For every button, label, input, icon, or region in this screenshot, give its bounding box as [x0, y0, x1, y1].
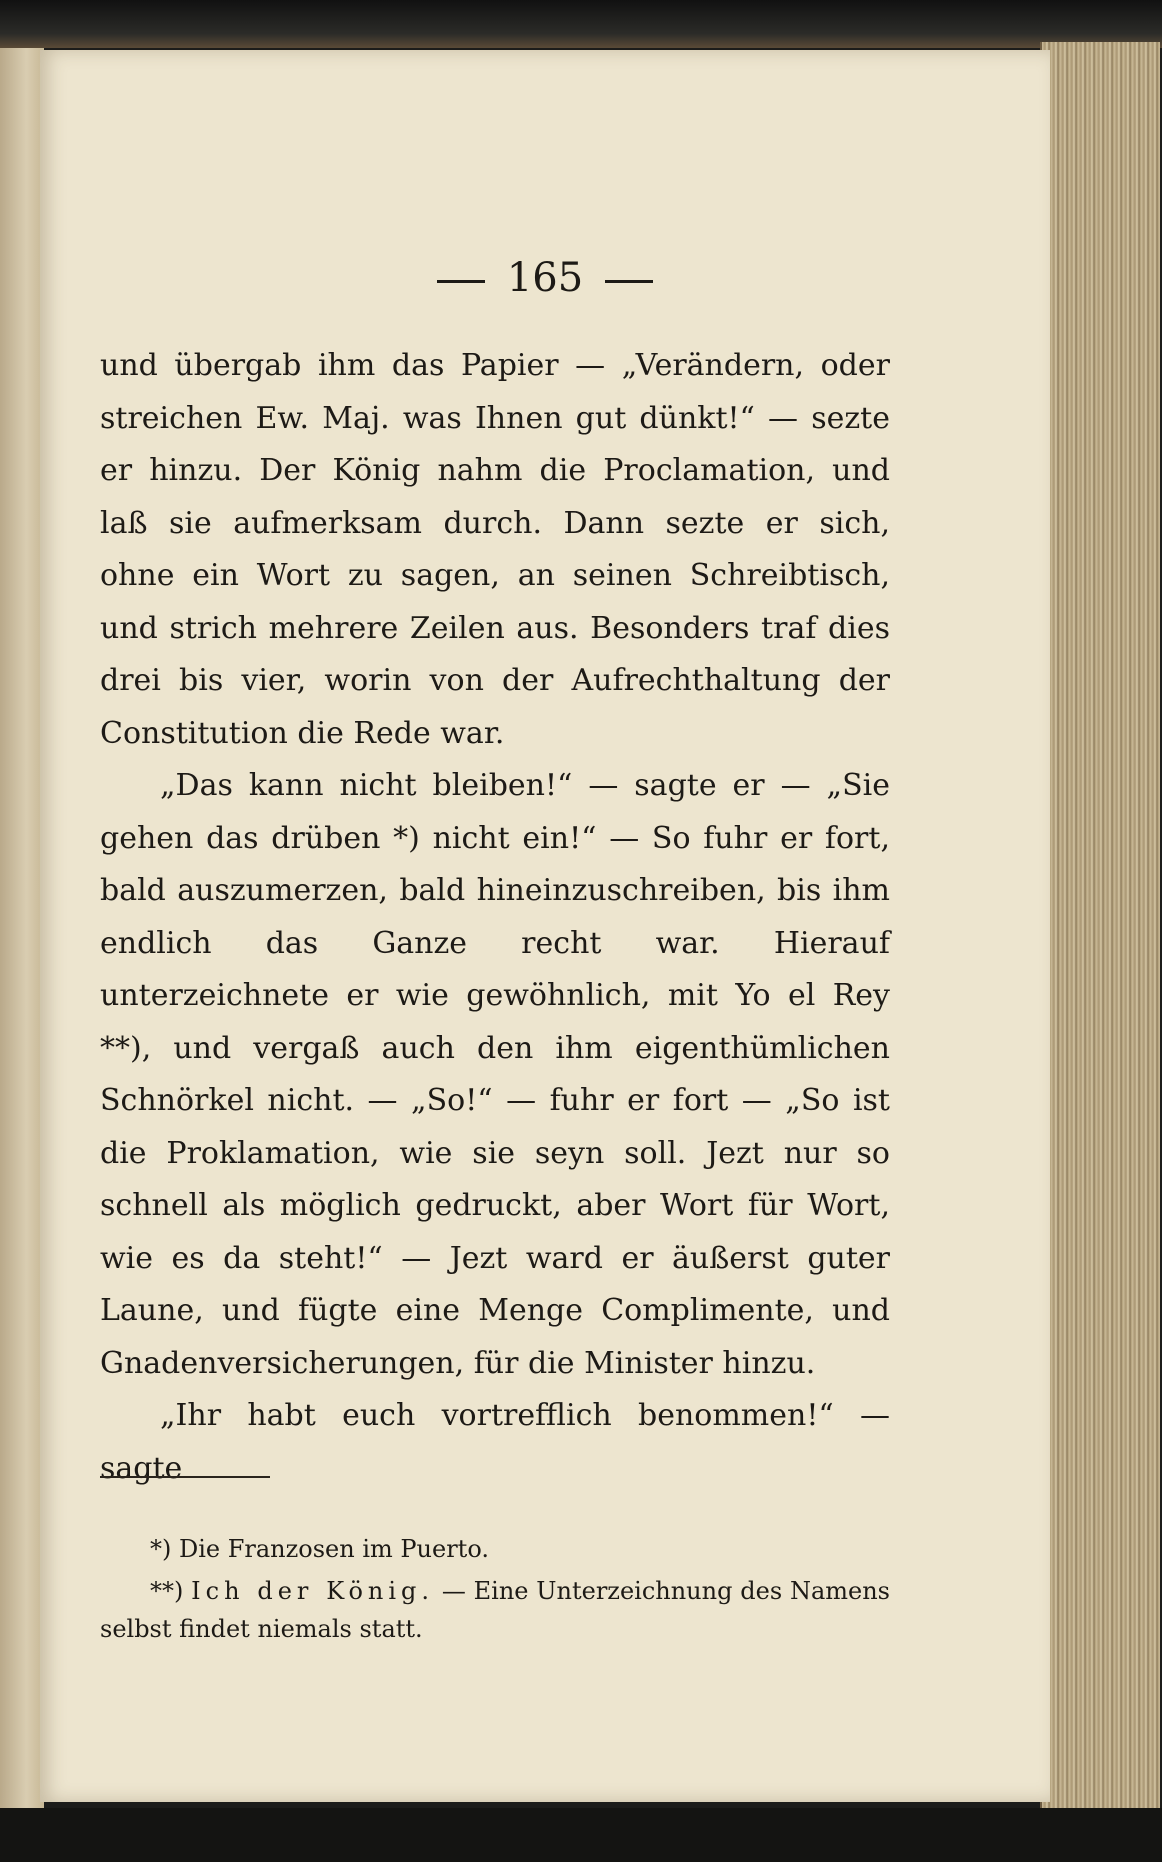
- scan-border-top: [0, 0, 1162, 48]
- footnote-2-marker: **): [150, 1577, 192, 1605]
- facing-page-edge: [0, 48, 44, 1808]
- page-number-header: [40, 255, 1050, 301]
- footnote-2: [100, 1572, 890, 1648]
- page-number: 165: [506, 255, 584, 301]
- header-dash-left: [437, 280, 485, 283]
- footnote-rule: [100, 1476, 270, 1478]
- footnotes: [100, 1530, 890, 1652]
- paragraph-1: und übergab ihm das Papier — „Verändern, oder streichen Ew. Maj. was Ihnen gut dünkt!“ — sezte er hinzu. Der König nahm die Proclamation, und laß sie aufmerksam durch. Dann sezte er sich, ohne ein Wort zu sagen, an seinen Schreibtisch, und strich mehrere Zeilen aus. Besonders traf dies drei bis vier, worin von der Aufrechthaltung der Constitution die Rede war.: [100, 348, 890, 751]
- footnote-1: *) Die Franzosen im Puerto.: [150, 1535, 489, 1563]
- header-dash-right: [605, 280, 653, 283]
- book-page: [40, 50, 1050, 1802]
- paragraph-3: „Ihr habt euch vortrefflich benommen!“ — sagte: [100, 1398, 890, 1486]
- book-page-edges: [1040, 42, 1160, 1812]
- footnote-2-rest: — Eine Unterzeichnung des Namens selbst findet niemals statt.: [100, 1577, 890, 1643]
- footnote-2-spaced: Ich der König.: [191, 1577, 435, 1605]
- paragraph-2: „Das kann nicht bleiben!“ — sagte er — „Sie gehen das drüben *) nicht ein!“ — So fuhr er fort, bald auszumerzen, bald hineinzuschreiben, bis ihm endlich das Ganze recht war. Hierauf unterzeichnete er wie gewöhnlich, mit Yo el Rey **), und vergaß auch den ihm eigenthümlichen Schnörkel nicht. — „So!“ — fuhr er fort — „So ist die Proklamation, wie sie seyn soll. Jezt nur so schnell als möglich gedruckt, aber Wort für Wort, wie es da steht!“ — Jezt ward er äußerst guter Laune, und fügte eine Menge Complimente, und Gnadenversicherungen, für die Minister hinzu.: [100, 768, 890, 1381]
- scan-border-bottom: [0, 1808, 1162, 1862]
- body-text: [100, 340, 890, 1495]
